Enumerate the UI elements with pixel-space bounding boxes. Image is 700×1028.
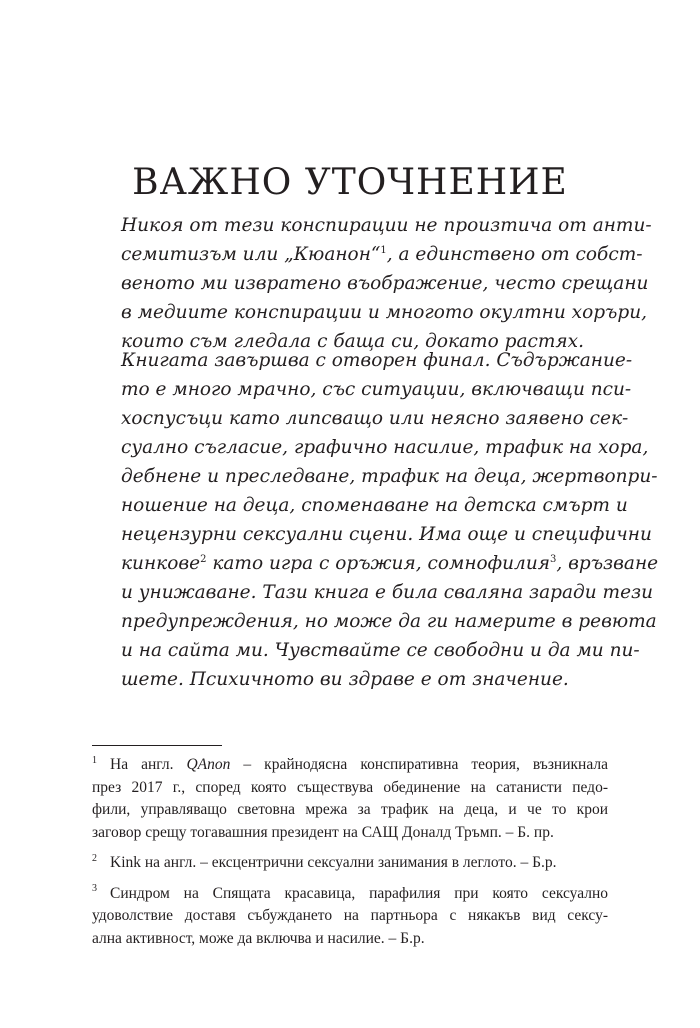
footnote-line bbox=[92, 905, 608, 928]
footnote-line: 1 На англ. QAnon – крайнодясна конспиративна теория, възникнала bbox=[92, 754, 608, 773]
footnote-divider bbox=[92, 745, 222, 746]
paragraph-line bbox=[121, 269, 649, 298]
footnote-emphasis: QAnon bbox=[186, 756, 231, 773]
footnotes bbox=[92, 754, 608, 958]
paragraph-line bbox=[121, 433, 649, 462]
paragraph-line bbox=[121, 211, 652, 240]
footnote-ref: 1 bbox=[380, 244, 387, 256]
text-span: Книгата завършва с отворен финал. Съдържание- bbox=[121, 350, 633, 371]
footnote-line: 2 Kink на англ. – ексцентрични сексуални занимания в леглото. – Б.р. bbox=[92, 852, 557, 871]
text-span: през 2017 г., според която съществува обединение на сатанисти педо- bbox=[92, 778, 608, 796]
text-span: , а единствено от собст- bbox=[386, 244, 643, 265]
footnote-ref: 3 bbox=[549, 553, 557, 565]
paragraph-line bbox=[121, 346, 633, 375]
paragraph-line bbox=[121, 607, 657, 636]
footnote-line bbox=[92, 799, 608, 822]
text-span: Синдром на Спящата красавица, парафилия при която сексуално bbox=[110, 884, 608, 902]
paragraph-line bbox=[121, 462, 658, 491]
paragraph-line bbox=[121, 636, 640, 665]
footnote-line bbox=[92, 777, 608, 800]
text-span: Никоя от тези конспирации не произтича от анти- bbox=[121, 215, 652, 236]
text-span: удоволствие доставя събуждането на партньора с някакъв вид сексу- bbox=[92, 907, 608, 924]
text-span: ношение на деца, споменаване на детска смърт и bbox=[121, 495, 628, 516]
text-span: семитизъм или „Кюанон“ bbox=[121, 244, 381, 265]
page-title: ВАЖНО УТОЧНЕНИЕ bbox=[132, 162, 568, 204]
paragraph-line bbox=[121, 240, 643, 269]
text-span: кинкове bbox=[121, 553, 201, 574]
paragraph-line bbox=[121, 578, 654, 607]
text-span: в медиите конспирации и многото окултни хоръри, bbox=[121, 302, 648, 323]
warning-paragraph-1 bbox=[121, 211, 652, 356]
text-span: На англ. bbox=[110, 756, 187, 773]
text-span: то е много мрачно, със ситуации, включващи пси- bbox=[121, 379, 632, 400]
text-span: ална активност, може да включва и насилие. – Б.р. bbox=[92, 929, 425, 947]
paragraph-line bbox=[121, 491, 628, 520]
paragraph-line bbox=[121, 375, 632, 404]
text-span: заговор срещу тогавашния президент на САЩ Доналд Тръмп. – Б. пр. bbox=[92, 823, 554, 841]
footnote-line: 3 Синдром на Спящата красавица, парафилия при която сексуално bbox=[92, 883, 608, 902]
text-span: предупреждения, но може да ги намерите в ревюта bbox=[121, 611, 657, 632]
text-span: нецензурни сексуални сцени. Има още и специфични bbox=[121, 524, 652, 545]
warning-paragraph-2 bbox=[121, 346, 659, 694]
text-span: дебнене и преследване, трафик на деца, жертвопри- bbox=[121, 466, 658, 487]
text-span: като игра с оръжия, сомнофилия bbox=[206, 553, 550, 574]
text-span: фили, управляващо световна мрежа за трафик на деца, и че то крои bbox=[92, 801, 608, 818]
text-span: хоспусъци като липсващо или неясно заявено сек- bbox=[121, 408, 629, 429]
footnote-3 bbox=[92, 883, 608, 951]
paragraph-line bbox=[121, 404, 629, 433]
text-span: , връзване bbox=[556, 553, 659, 574]
footnote-line bbox=[92, 928, 608, 951]
paragraph-line bbox=[121, 520, 652, 549]
footnote-2 bbox=[92, 852, 608, 875]
paragraph-line bbox=[121, 665, 579, 694]
text-span: и унижаване. Тази книга е била сваляна заради тези bbox=[121, 582, 654, 603]
text-span: – крайнодясна конспиративна теория, възникнала bbox=[230, 756, 608, 773]
paragraph-line bbox=[121, 298, 648, 327]
text-span: шете. Психичното ви здраве е от значение. bbox=[121, 669, 569, 690]
text-span: веното ми извратено въображение, често срещани bbox=[121, 273, 649, 294]
footnote-1 bbox=[92, 754, 608, 844]
text-span: които съм гледала с баща си, докато растях. bbox=[121, 331, 584, 352]
footnote-line bbox=[92, 822, 608, 845]
paragraph-line bbox=[121, 549, 659, 578]
text-span: и на сайта ми. Чувствайте се свободни и да ми пи- bbox=[121, 640, 640, 661]
text-span: суално съгласие, графично насилие, трафик на хора, bbox=[121, 437, 649, 458]
text-span: Kink на англ. – ексцентрични сексуални занимания в леглото. – Б.р. bbox=[110, 854, 557, 871]
footnote-ref: 2 bbox=[200, 553, 207, 565]
